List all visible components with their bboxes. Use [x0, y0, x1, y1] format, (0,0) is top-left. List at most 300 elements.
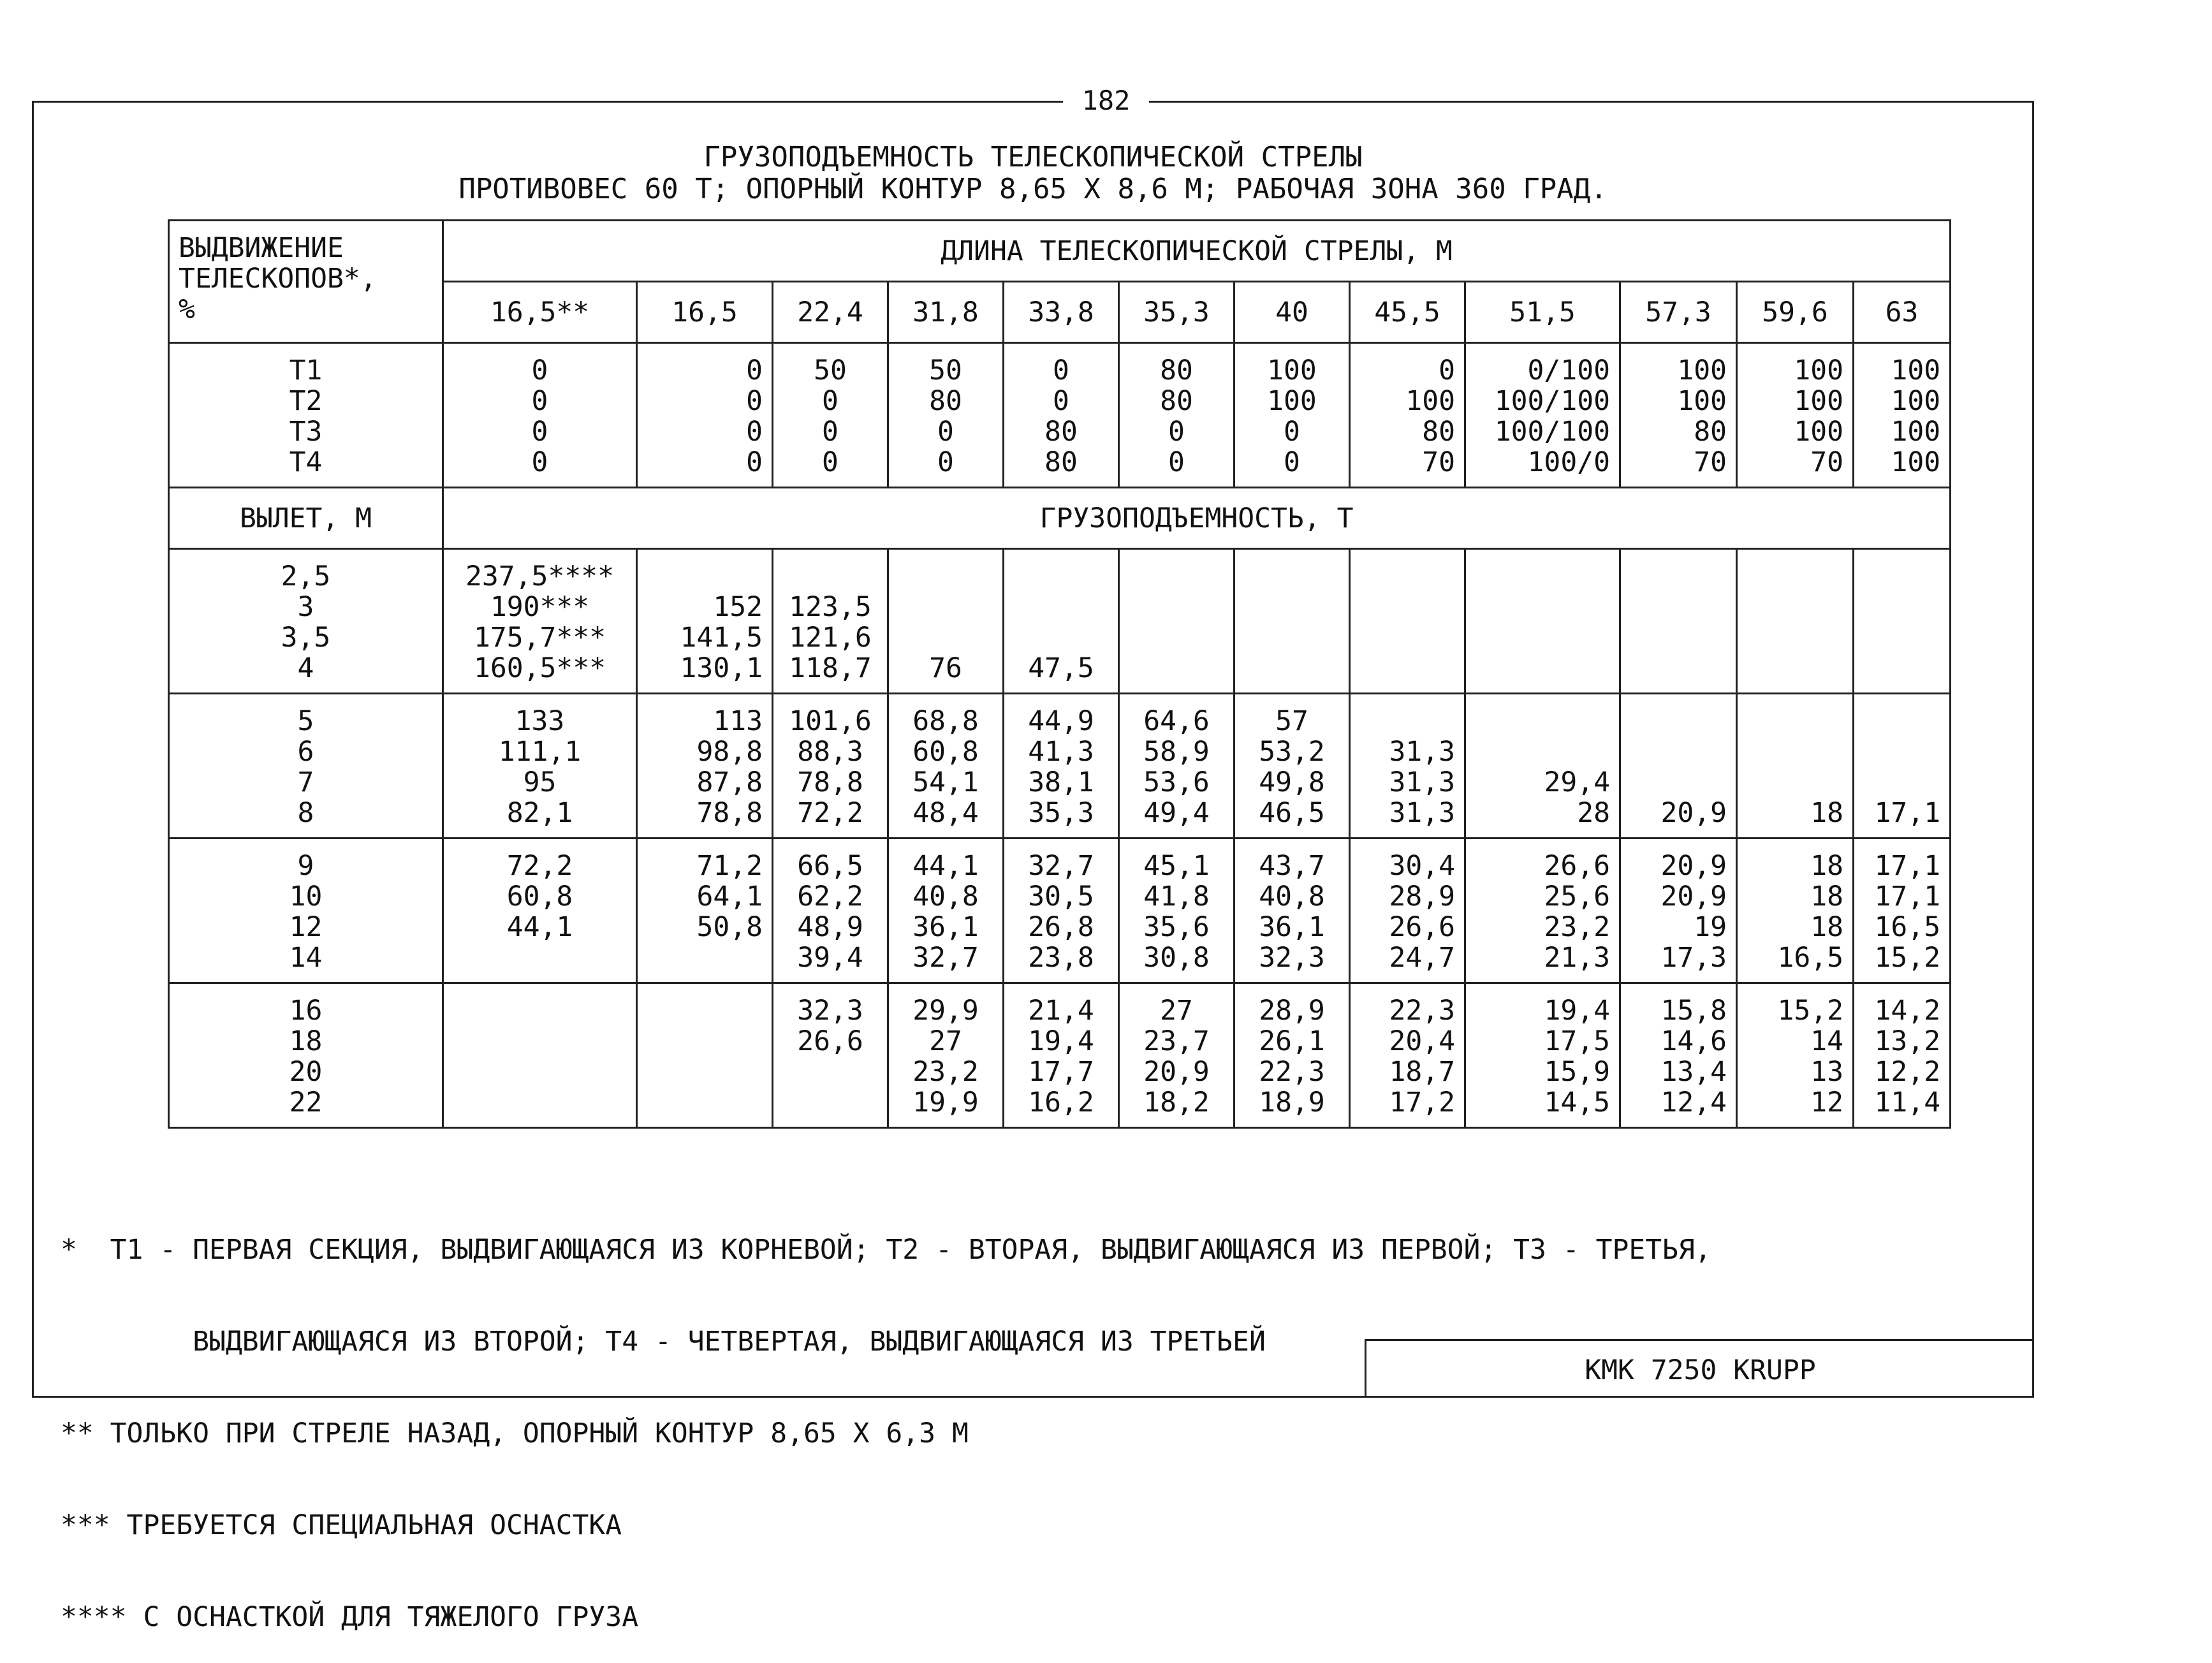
- cell-value: 87,8: [696, 766, 763, 798]
- cell-value: 19,4: [1544, 995, 1610, 1027]
- cell-value: [1863, 736, 1940, 767]
- capacity-values: [1350, 983, 1465, 1128]
- cell-value: 28: [1577, 797, 1610, 829]
- cell-value: [1630, 653, 1727, 684]
- capacity-values: [637, 839, 773, 983]
- cell-value: 0: [746, 385, 763, 417]
- cell-value: 48,9: [797, 911, 863, 943]
- cell-value: 28,9: [1259, 995, 1325, 1027]
- cell-value: [1244, 561, 1340, 592]
- capacity-values: [443, 549, 637, 694]
- cell-value: 41,8: [1143, 881, 1210, 912]
- capacity-values: [1737, 839, 1854, 983]
- cell-value: [647, 942, 763, 973]
- cell-value: 78,8: [696, 797, 763, 829]
- cell-value: [1359, 622, 1455, 653]
- cell-value: [1863, 706, 1940, 736]
- cell-value: 13,2: [1874, 1025, 1941, 1057]
- telescope-values: [773, 343, 888, 488]
- cell-value: [1475, 653, 1610, 684]
- cell-value: 35,6: [1143, 911, 1210, 943]
- cell-value: 6: [297, 736, 314, 768]
- cell-value: [1630, 736, 1727, 767]
- cell-value: [1747, 561, 1843, 592]
- cell-value: 16,5: [1777, 942, 1843, 974]
- cell-value: [1475, 736, 1610, 767]
- cell-value: 70: [1422, 446, 1455, 478]
- cell-value: [1863, 653, 1940, 684]
- cell-value: [1013, 592, 1109, 622]
- radius-header: ВЫЛЕТ, М: [169, 488, 443, 549]
- page-number-text: 182: [1063, 85, 1150, 116]
- telescope-values: [1465, 343, 1620, 488]
- cell-value: 0: [1053, 355, 1069, 386]
- telescope-extension-header: [169, 221, 443, 343]
- telescope-values: [1620, 343, 1737, 488]
- cell-value: 12: [1810, 1087, 1843, 1118]
- cell-value: 113: [713, 705, 763, 737]
- cell-value: 100: [1677, 355, 1727, 386]
- cell-value: 80: [1422, 416, 1455, 448]
- boom-length-header: ДЛИНА ТЕЛЕСКОПИЧЕСКОЙ СТРЕЛЫ, М: [443, 221, 1951, 282]
- capacity-values: [1737, 549, 1854, 694]
- cell-value: [453, 1087, 627, 1118]
- cell-value: 20,9: [1660, 797, 1727, 829]
- cell-value: 72,2: [797, 797, 863, 829]
- cell-value: [782, 1057, 878, 1087]
- cell-value: 100: [1794, 355, 1843, 386]
- cell-value: 0: [746, 446, 763, 478]
- cell-value: 25,6: [1544, 881, 1610, 912]
- footnote: **** С ОСНАСТКОЙ ДЛЯ ТЯЖЕЛОГО ГРУЗА: [61, 1601, 639, 1633]
- cell-value: [1013, 622, 1109, 653]
- cell-value: 118,7: [789, 652, 872, 684]
- cell-value: [453, 995, 627, 1026]
- cell-value: 100: [1794, 416, 1843, 448]
- cell-value: 0: [937, 416, 954, 448]
- capacity-values: [637, 983, 773, 1128]
- cell-value: 32,3: [1259, 942, 1325, 974]
- corner-header-line: ТЕЛЕСКОПОВ*,: [179, 263, 377, 295]
- cell-value: 20,9: [1143, 1056, 1210, 1088]
- cell-value: 31,3: [1389, 797, 1455, 829]
- cell-value: [1630, 622, 1727, 653]
- cell-value: 16,5: [1874, 911, 1941, 943]
- title-block-stamp: КМК 7250 KRUPP: [1365, 1339, 2034, 1398]
- cell-value: 100/100: [1494, 416, 1610, 448]
- capacity-values: [637, 694, 773, 839]
- title-line-2: ПРОТИВОВЕС 60 Т; ОПОРНЫЙ КОНТУР 8,65 Х 8,6 М; РАБОЧАЯ ЗОНА 360 ГРАД.: [458, 173, 1608, 205]
- boom-length-cell: 57,3: [1620, 282, 1737, 343]
- cell-value: [898, 622, 993, 653]
- cell-value: 17,2: [1389, 1087, 1455, 1118]
- capacity-values: [773, 983, 888, 1128]
- footnote: * Т1 - ПЕРВАЯ СЕКЦИЯ, ВЫДВИГАЮЩАЯСЯ ИЗ КОРНЕВОЙ; Т2 - ВТОРАЯ, ВЫДВИГАЮЩАЯСЯ ИЗ ПЕРВОЙ; Т3 - ТРЕТЬЯ,: [61, 1234, 1711, 1266]
- capacity-values: [1620, 694, 1737, 839]
- capacity-values: [1234, 983, 1350, 1128]
- cell-value: [1747, 653, 1843, 684]
- cell-value: 0: [822, 446, 839, 478]
- cell-value: 14: [289, 942, 323, 974]
- cell-value: [1129, 561, 1224, 592]
- cell-value: 17,5: [1544, 1025, 1610, 1057]
- cell-value: 68,8: [912, 705, 979, 737]
- corner-header-line: ВЫДВИЖЕНИЕ: [179, 232, 344, 264]
- cell-value: [647, 1026, 763, 1057]
- cell-value: 40,8: [912, 881, 979, 912]
- cell-value: 80: [929, 385, 962, 417]
- cell-value: 5: [297, 705, 314, 737]
- cell-value: 49,8: [1259, 766, 1325, 798]
- cell-value: 3: [297, 591, 314, 623]
- capacity-values: [1465, 549, 1620, 694]
- cell-value: [1475, 561, 1610, 592]
- boom-length-cell: 35,3: [1119, 282, 1234, 343]
- telescope-labels: [169, 343, 443, 488]
- cell-value: 17,7: [1028, 1056, 1094, 1088]
- capacity-values: [1119, 839, 1234, 983]
- cell-value: Т3: [289, 416, 323, 448]
- cell-value: [1747, 592, 1843, 622]
- cell-value: 26,8: [1028, 911, 1094, 943]
- boom-length-cell: 16,5: [637, 282, 773, 343]
- cell-value: 66,5: [797, 850, 863, 882]
- boom-length-cell: 22,4: [773, 282, 888, 343]
- cell-value: 70: [1810, 446, 1843, 478]
- cell-value: [647, 561, 763, 592]
- footnote: ВЫДВИГАЮЩАЯСЯ ИЗ ВТОРОЙ; Т4 - ЧЕТВЕРТАЯ, ВЫДВИГАЮЩАЯСЯ ИЗ ТРЕТЬЕЙ: [61, 1326, 1266, 1358]
- capacity-values: [1620, 983, 1737, 1128]
- cell-value: 15,9: [1544, 1056, 1610, 1088]
- capacity-block: [169, 694, 1951, 839]
- cell-value: [1359, 561, 1455, 592]
- capacity-values: [1234, 694, 1350, 839]
- cell-value: 26,6: [1389, 911, 1455, 943]
- cell-value: 44,9: [1028, 705, 1094, 737]
- cell-value: 23,2: [912, 1056, 979, 1088]
- cell-value: [1359, 653, 1455, 684]
- capacity-values: [1119, 983, 1234, 1128]
- capacity-values: [888, 983, 1004, 1128]
- cell-value: 0: [746, 416, 763, 448]
- cell-value: 18: [1810, 911, 1843, 943]
- boom-length-cell: 51,5: [1465, 282, 1620, 343]
- cell-value: 32,3: [797, 995, 863, 1027]
- cell-value: 100: [1891, 355, 1941, 386]
- capacity-block: [169, 983, 1951, 1128]
- telescope-values: [1350, 343, 1465, 488]
- cell-value: 2,5: [281, 560, 331, 592]
- cell-value: 36,1: [912, 911, 979, 943]
- capacity-values: [1465, 983, 1620, 1128]
- cell-value: [1244, 653, 1340, 684]
- document-title: [32, 142, 2034, 205]
- cell-value: 26,1: [1259, 1025, 1325, 1057]
- cell-value: 53,2: [1259, 736, 1325, 768]
- capacity-values: [1234, 549, 1350, 694]
- cell-value: 32,7: [1028, 850, 1094, 882]
- cell-value: 100/0: [1527, 446, 1610, 478]
- capacity-values: [1620, 839, 1737, 983]
- capacity-values: [1119, 694, 1234, 839]
- cell-value: 64,1: [696, 881, 763, 912]
- cell-value: 0/100: [1527, 355, 1610, 386]
- boom-length-cell: 40: [1234, 282, 1350, 343]
- cell-value: 12,4: [1660, 1087, 1727, 1118]
- cell-value: 78,8: [797, 766, 863, 798]
- cell-value: 30,5: [1028, 881, 1094, 912]
- cell-value: 17,1: [1874, 881, 1941, 912]
- cell-value: [1359, 592, 1455, 622]
- cell-value: 0: [531, 446, 548, 478]
- cell-value: [898, 592, 993, 622]
- cell-value: [647, 1087, 763, 1118]
- cell-value: 141,5: [680, 622, 763, 654]
- footnotes: [61, 1173, 1711, 1663]
- boom-length-cell: 45,5: [1350, 282, 1465, 343]
- cell-value: 24,7: [1389, 942, 1455, 974]
- cell-value: 0: [937, 446, 954, 478]
- cell-value: 21,3: [1544, 942, 1610, 974]
- telescope-values: [1854, 343, 1951, 488]
- cell-value: 15,2: [1777, 995, 1843, 1027]
- cell-value: [1129, 653, 1224, 684]
- cell-value: 29,9: [912, 995, 979, 1027]
- cell-value: [1747, 736, 1843, 767]
- capacity-values: [443, 983, 637, 1128]
- cell-value: [1863, 592, 1940, 622]
- capacity-values: [773, 839, 888, 983]
- cell-value: 18,2: [1143, 1087, 1210, 1118]
- cell-value: 0: [1168, 446, 1185, 478]
- capacity-header: ГРУЗОПОДЪЕМНОСТЬ, Т: [443, 488, 1951, 549]
- cell-value: 62,2: [797, 881, 863, 912]
- cell-value: 133: [515, 705, 565, 737]
- cell-value: 0: [1439, 355, 1455, 386]
- telescope-values: [637, 343, 773, 488]
- cell-value: 44,1: [912, 850, 979, 882]
- capacity-values: [1119, 549, 1234, 694]
- cell-value: 190***: [490, 591, 590, 623]
- cell-value: 53,6: [1143, 766, 1210, 798]
- cell-value: 23,2: [1544, 911, 1610, 943]
- cell-value: 18,7: [1389, 1056, 1455, 1088]
- cell-value: 50: [814, 355, 847, 386]
- cell-value: [647, 995, 763, 1026]
- cell-value: 39,4: [797, 942, 863, 974]
- cell-value: 18: [1810, 797, 1843, 829]
- cell-value: [453, 942, 627, 973]
- cell-value: 10: [289, 881, 323, 912]
- boom-length-cell: 63: [1854, 282, 1951, 343]
- cell-value: [1244, 592, 1340, 622]
- cell-value: 123,5: [789, 591, 872, 623]
- cell-value: [1359, 706, 1455, 736]
- cell-value: 0: [531, 416, 548, 448]
- cell-value: 64,6: [1143, 705, 1210, 737]
- cell-value: 100: [1405, 385, 1455, 417]
- cell-value: 100: [1794, 385, 1843, 417]
- boom-length-cell: 33,8: [1004, 282, 1119, 343]
- cell-value: 27: [1160, 995, 1193, 1027]
- cell-value: 17,1: [1874, 850, 1941, 882]
- cell-value: 80: [1160, 385, 1193, 417]
- footnote: *** ТРЕБУЕТСЯ СПЕЦИАЛЬНАЯ ОСНАСТКА: [61, 1509, 622, 1541]
- cell-value: 16,2: [1028, 1087, 1094, 1118]
- cell-value: 46,5: [1259, 797, 1325, 829]
- title-line-1: ГРУЗОПОДЪЕМНОСТЬ ТЕЛЕСКОПИЧЕСКОЙ СТРЕЛЫ: [703, 141, 1363, 173]
- cell-value: [782, 1087, 878, 1118]
- cell-value: 0: [746, 355, 763, 386]
- capacity-values: [1004, 549, 1119, 694]
- cell-value: 58,9: [1143, 736, 1210, 768]
- cell-value: 152: [713, 591, 763, 623]
- cell-value: 80: [1694, 416, 1727, 448]
- cell-value: 30,8: [1143, 942, 1210, 974]
- cell-value: 15,8: [1660, 995, 1727, 1027]
- load-capacity-table: [168, 219, 1951, 1129]
- cell-value: 14,5: [1544, 1087, 1610, 1118]
- cell-value: 121,6: [789, 622, 872, 654]
- cell-value: 80: [1044, 416, 1078, 448]
- cell-value: 54,1: [912, 766, 979, 798]
- cell-value: 175,7***: [473, 622, 606, 654]
- capacity-values: [1350, 549, 1465, 694]
- cell-value: 60,8: [506, 881, 573, 912]
- capacity-values: [1854, 839, 1951, 983]
- cell-value: 12: [289, 911, 323, 943]
- cell-value: 40,8: [1259, 881, 1325, 912]
- cell-value: 0: [531, 355, 548, 386]
- cell-value: 60,8: [912, 736, 979, 768]
- cell-value: 57: [1275, 705, 1308, 737]
- telescope-values: [1737, 343, 1854, 488]
- cell-value: 4: [297, 652, 314, 684]
- capacity-values: [1465, 694, 1620, 839]
- cell-value: 82,1: [506, 797, 573, 829]
- cell-value: 35,3: [1028, 797, 1094, 829]
- cell-value: 70: [1694, 446, 1727, 478]
- capacity-values: [443, 839, 637, 983]
- capacity-values: [1465, 839, 1620, 983]
- cell-value: 47,5: [1028, 652, 1094, 684]
- cell-value: 237,5****: [465, 560, 614, 592]
- cell-value: [1863, 622, 1940, 653]
- cell-value: 17,1: [1874, 797, 1941, 829]
- telescope-values: [888, 343, 1004, 488]
- cell-value: 101,6: [789, 705, 872, 737]
- cell-value: 111,1: [498, 736, 582, 768]
- capacity-values: [1737, 983, 1854, 1128]
- cell-value: 22: [289, 1087, 323, 1118]
- cell-value: 20: [289, 1056, 323, 1088]
- cell-value: 80: [1044, 446, 1078, 478]
- cell-value: 19,4: [1028, 1025, 1094, 1057]
- cell-value: [453, 1057, 627, 1087]
- cell-value: 50: [929, 355, 962, 386]
- cell-value: 14: [1810, 1025, 1843, 1057]
- capacity-block: [169, 549, 1951, 694]
- cell-value: [1129, 592, 1224, 622]
- cell-value: 22,3: [1389, 995, 1455, 1027]
- cell-value: [1475, 706, 1610, 736]
- cell-value: 100: [1891, 385, 1941, 417]
- cell-value: 12,2: [1874, 1056, 1941, 1088]
- cell-value: 100: [1891, 446, 1941, 478]
- cell-value: [1747, 706, 1843, 736]
- cell-value: [1630, 706, 1727, 736]
- cell-value: 20,9: [1660, 850, 1727, 882]
- cell-value: [1863, 767, 1940, 798]
- cell-value: 45,1: [1143, 850, 1210, 882]
- cell-value: 16: [289, 995, 323, 1027]
- cell-value: 27: [929, 1025, 962, 1057]
- capacity-values: [1350, 839, 1465, 983]
- cell-value: 100: [1891, 416, 1941, 448]
- cell-value: [1475, 622, 1610, 653]
- radius-values: [169, 983, 443, 1128]
- cell-value: 18: [1810, 850, 1843, 882]
- cell-value: [1013, 561, 1109, 592]
- capacity-values: [1620, 549, 1737, 694]
- cell-value: 80: [1160, 355, 1193, 386]
- radius-values: [169, 839, 443, 983]
- telescope-values: [443, 343, 637, 488]
- capacity-values: [888, 694, 1004, 839]
- cell-value: 0: [822, 385, 839, 417]
- capacity-values: [773, 549, 888, 694]
- cell-value: 100/100: [1494, 385, 1610, 417]
- cell-value: 18: [1810, 881, 1843, 912]
- capacity-values: [1737, 694, 1854, 839]
- cell-value: 19,9: [912, 1087, 979, 1118]
- cell-value: 31,3: [1389, 736, 1455, 768]
- cell-value: 100: [1267, 385, 1317, 417]
- cell-value: 30,4: [1389, 850, 1455, 882]
- cell-value: 14,2: [1874, 995, 1941, 1027]
- cell-value: [1747, 767, 1843, 798]
- capacity-values: [637, 549, 773, 694]
- cell-value: 20,4: [1389, 1025, 1455, 1057]
- cell-value: 31,3: [1389, 766, 1455, 798]
- cell-value: 3,5: [281, 622, 331, 654]
- cell-value: [782, 561, 878, 592]
- cell-value: 13: [1810, 1056, 1843, 1088]
- capacity-block: [169, 839, 1951, 983]
- boom-length-cell: 31,8: [888, 282, 1004, 343]
- telescope-values: [1234, 343, 1350, 488]
- cell-value: [453, 1026, 627, 1057]
- cell-value: 19: [1694, 911, 1727, 943]
- cell-value: [647, 1057, 763, 1087]
- cell-value: 17,3: [1660, 942, 1727, 974]
- cell-value: 26,6: [1544, 850, 1610, 882]
- cell-value: [1129, 622, 1224, 653]
- capacity-values: [1350, 694, 1465, 839]
- cell-value: 0: [1284, 416, 1300, 448]
- cell-value: 160,5***: [473, 652, 606, 684]
- capacity-values: [1854, 983, 1951, 1128]
- cell-value: 38,1: [1028, 766, 1094, 798]
- cell-value: 21,4: [1028, 995, 1094, 1027]
- radius-values: [169, 694, 443, 839]
- cell-value: [1475, 592, 1610, 622]
- cell-value: [1630, 767, 1727, 798]
- capacity-values: [1004, 983, 1119, 1128]
- cell-value: [1747, 622, 1843, 653]
- cell-value: 36,1: [1259, 911, 1325, 943]
- cell-value: 28,9: [1389, 881, 1455, 912]
